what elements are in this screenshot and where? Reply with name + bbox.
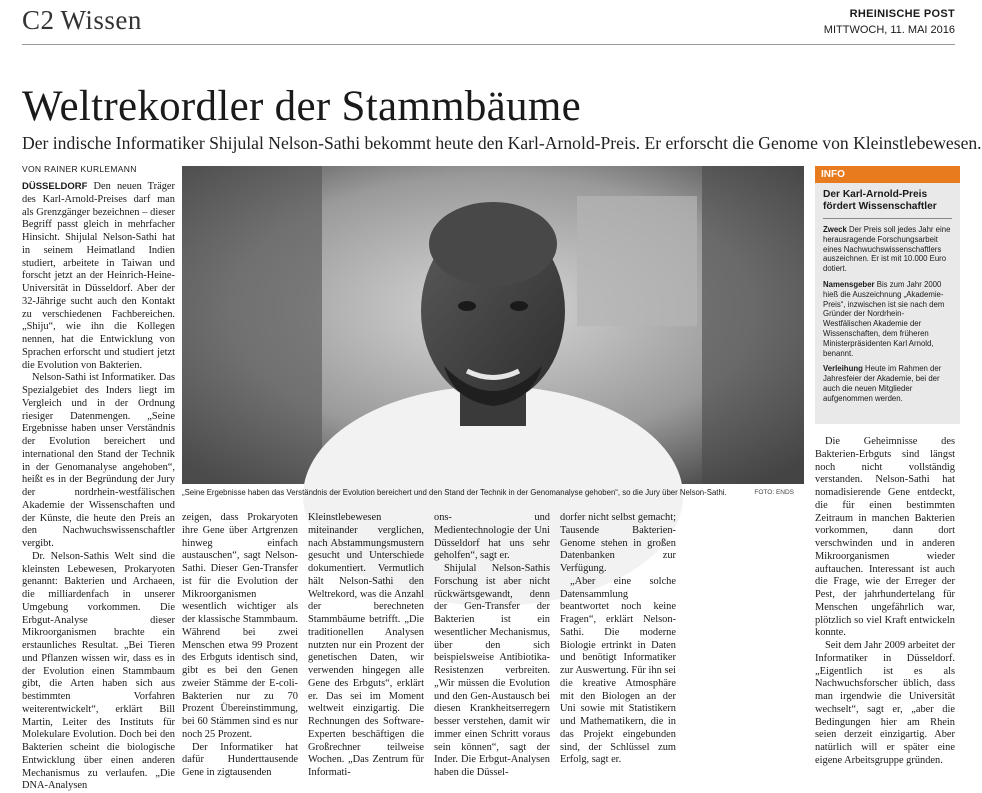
section-code: C2 xyxy=(22,5,55,35)
article-column-4 xyxy=(434,512,550,778)
section-header xyxy=(22,5,142,36)
paragraph: „Aber eine solche Datensammlung beantwortet noch keine Fragen“, erklärt Nelson-Sathi. Die moderne Biologie ertrinkt in Daten und benötigt Informatiker zur Auswertung. Für ihn sei die kreative Atmosphäre mit den Biologen an der Uni sowie mit Statistikern und Mathematikern, die in das Projekt eingebunden sind, der Schlüssel zum Erfolg, sagt er. xyxy=(560,575,676,766)
photo-caption xyxy=(182,488,804,497)
lead-paragraph xyxy=(22,181,175,372)
info-item-verleihung xyxy=(815,358,960,403)
info-term: Namensgeber xyxy=(823,279,875,289)
paragraph: zeigen, dass Prokaryoten ihre Gene über Artgrenzen hinweg einfach austauschen“, sagt Nelson-Sathi. Dieser Gen-Transfer ist für die Evolution der Mikroorganismen wesentlich wichtiger als der klassische Stammbaum. Während bei zwei Menschen etwa 99 Prozent des Erbguts identisch sind, gibt es bei den Genen zweier Stämme der E-coli-Bakterien nur zu 70 Prozent Übereinstimmung, bei 60 Stämmen sind es nur noch 25 Prozent. xyxy=(182,512,298,740)
info-label: INFO xyxy=(815,166,960,183)
article-column-2 xyxy=(182,512,298,778)
info-title: Der Karl-Arnold-Preis fördert Wissenschaftler xyxy=(823,189,937,212)
info-text: Der Preis soll jedes Jahr eine herausragende Forschungsarbeit eines Nachwuchswissenschaftlers auszeichnen. Er ist mit 10.000 Euro dotiert. xyxy=(823,225,951,274)
article-column-3 xyxy=(308,512,424,778)
photo-credit: FOTO: ENDS xyxy=(754,489,794,496)
paragraph: Der Informatiker hat dafür Hunderttausende Gene in zigtausenden xyxy=(182,741,298,778)
publication-name: RHEINISCHE POST xyxy=(849,8,955,20)
info-term: Verleihung xyxy=(823,364,863,374)
headline: Weltrekordler der Stammbäume xyxy=(22,83,581,130)
info-box xyxy=(815,166,960,424)
caption-text: „Seine Ergebnisse haben das Verständnis der Evolution bereichert und den Stand der Technik in der Genomanalyse gehoben“, so die Jury über Nelson-Sathi. xyxy=(182,488,727,497)
header-divider xyxy=(22,44,955,45)
subheadline: Der indische Informatiker Shijulal Nelson-Sathi bekommt heute den Karl-Arnold-Preis. Er erforscht die Genome von Kleinstlebewesen. xyxy=(22,133,982,153)
article-column-1 xyxy=(22,181,175,792)
article-column-5 xyxy=(560,512,676,766)
paragraph: ons- und Medientechnologie der Uni Düsseldorf hat uns sehr geholfen“, sagt er. xyxy=(434,512,550,562)
info-text: Heute im Rahmen der Jahresfeier der Akademie, bei der auch die neuen Mitglieder aufgenommen werden. xyxy=(823,364,942,403)
issue-date: MITTWOCH, 11. MAI 2016 xyxy=(823,24,955,36)
masthead xyxy=(824,8,955,36)
section-name: Wissen xyxy=(60,5,142,35)
paragraph: Nelson-Sathi ist Informatiker. Das Spezialgebiet des Inders liegt im Vergleich und in der Ordnung riesiger Datenmengen. „Seine Ergebnisse haben unser Verständnis der Evolution bereichert und international den Stand der Technik in der Genomanalyse angehoben“, heißt es in der Begründung der Jury der nordrhein-westfälischen Akademie der Wissenschaften und der Künste, die heute den Preis an den Nachwuchswissenschaftler vergibt. xyxy=(22,372,175,549)
paragraph: Seit dem Jahr 2009 arbeitet der Informatiker in Düsseldorf. „Eigentlich ist es als Nachwuchsforscher üblich, dass man irgendwie die Universität wechselt“, sagt er, „aber die Bedingungen hier am Rhein seien derzeit einzigartig. Aber natürlich will er später eine eigene Arbeitsgruppe gründen. xyxy=(815,640,955,766)
paragraph: Shijulal Nelson-Sathis Forschung ist aber nicht rückwärtsgewandt, denn der Gen-Transfer der Bakterien ist ein wesentlicher Mechanismus, über den sich beispielsweise Antibiotika-Resistenzen verbreiten. „Wir müssen die Evolution und den Gen-Austausch bei diesen Krankheitserregern besser verstehen, damit wir immer einen Schritt voraus sein können“, sagt der Inder. Die Erbgut-Analysen haben die Düssel- xyxy=(434,563,550,778)
info-term: Zweck xyxy=(823,225,847,234)
paragraph: dorfer nicht selbst gemacht; Tausende Bakterien-Genome stehen in großen Datenbanken zur Verfügung. xyxy=(560,512,676,574)
paragraph: Die Geheimnisse des Bakterien-Erbguts sind längst noch nicht vollständig verstanden. Nelson-Sathi hat nomadisierende Gene entdeckt, die für einen bestimmten Zeitraum in manchen Bakterien vorkommen, dann dort verschwinden und in anderen Mikroorganismen wieder auftauchen. Interessant ist auch die Frage, wie der Erreger der Pest, der jahrhundertelang für Menschen ungefährlich war, plötzlich so viel Kraft entwickeln konnte. xyxy=(815,436,955,639)
info-item-zweck xyxy=(815,219,960,274)
paragraph-text: Den neuen Träger des Karl-Arnold-Preises darf man als Grenzgänger bezeichnen – dieser Begriff passt gleich in mehrfacher Hinsicht. Shijulal Nelson-Sathi hat in seinem Heimatland Indien studiert, arbeitete in Taiwan und forscht jetzt an der Heinrich-Heine-Universität in Düsseldorf. Aber der 32-Jährige sucht auch den Kontakt zu verschiedenen Fachbereichen. „Shiju“, wie ihn die Kollegen nennen, hat die Entwicklung von Sprachen erforscht und studiert jetzt die Evolution von Bakterien. xyxy=(22,181,175,371)
dateline: DÜSSELDORF xyxy=(22,181,88,192)
paragraph: Dr. Nelson-Sathis Welt sind die kleinsten Lebewesen, Prokaryoten genannt: Bakterien und Archaeen, die milliardenfach in unserer Umgebung vorkommen. Die Erbgut-Analyse dieser Mikroorganismen brachte ein erstaunliches Resultat. „Bei Tieren und Pflanzen wissen wir, dass es in der Evolution einen Stammbaum gibt, die Arten haben sich aus bestimmten Vorfahren weiterentwickelt“, erklärt Bill Martin, Leiter des Instituts für Molekulare Evolution. Doch bei den Bakterien scheint die biologische Entwicklung über einen anderen Mechanismus zu verlaufen. „Die DNA-Analysen xyxy=(22,550,175,792)
portrait-photo xyxy=(182,166,804,484)
info-item-namensgeber xyxy=(815,274,960,358)
byline: VON RAINER KURLEMANN xyxy=(22,164,137,174)
portrait-image xyxy=(182,166,804,484)
article-column-7 xyxy=(815,436,955,766)
info-text: Bis zum Jahr 2000 hieß die Auszeichnung „Akademie-Preis“, inzwischen ist sie nach dem Gründer der Nordrhein-Westfälischen Akademie der Wissenschaften, dem früheren Ministerpräsidenten Karl Arnold, benannt. xyxy=(823,279,945,358)
paragraph: Kleinstlebewesen miteinander verglichen, nach Abstammungsmustern gesucht und Unterschiede dokumentiert. Vermutlich hält Nelson-Sathi den Weltrekord, was die Anzahl der berechneten Stammbäume betrifft. „Die traditionellen Analysen nutzten nur ein Prozent der genetischen Daten, wir verwenden hingegen alle Gene des Erbguts“, erklärt er. Das sei im Moment weltweit einzigartig. Die Rechnungen des Software-Experten beschäftigen die Großrechner teilweise Wochen. „Das Zentrum für Informati- xyxy=(308,512,424,778)
